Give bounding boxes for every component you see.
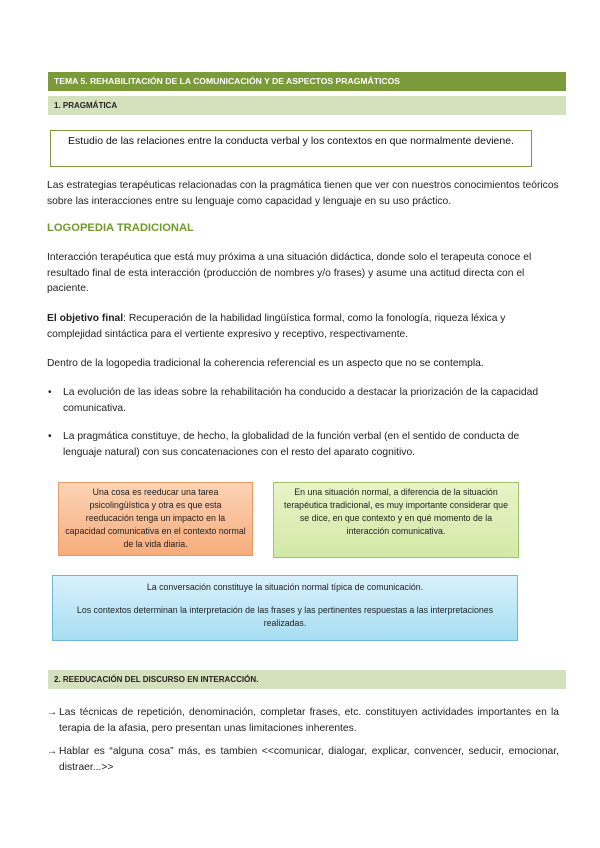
arrow-item-text: Las técnicas de repetición, denominación, completar frases, etc. constituyen actividades importantes en la terapia de la afasia, pero presentan unas limitaciones inherentes. [59, 707, 559, 734]
topic-header: TEMA 5. REHABILITACIÓN DE LA COMUNICACIÓN Y DE ASPECTOS PRAGMÁTICOS [48, 72, 566, 91]
objective-label: El objetivo final [47, 313, 124, 324]
blue-note-box [52, 575, 518, 641]
list-item [47, 705, 559, 736]
logopedia-title: LOGOPEDIA TRADICIONAL [47, 222, 194, 234]
green-note-box: En una situación normal, a diferencia de la situación terapéutica tradicional, es muy importante considerar que se dice, en que contexto y en qué momento de la interacción comunicativa. [273, 482, 519, 558]
blue-note-line-1: La conversación constituye la situación normal típica de comunicación. [146, 582, 424, 592]
objective-paragraph [47, 311, 559, 342]
logopedia-paragraph-3: Dentro de la logopedia tradicional la coherencia referencial es un aspecto que no se contempla. [47, 358, 484, 369]
section-2-header: 2. REEDUCACIÓN DEL DISCURSO EN INTERACCIÓN. [48, 670, 566, 689]
definition-box: Estudio de las relaciones entre la conducta verbal y los contextos en que normalmente deviene. [50, 130, 532, 167]
arrow-right-icon: → [47, 707, 58, 718]
arrow-list [47, 705, 559, 775]
bullet-icon: • [48, 387, 52, 398]
blue-note-line-2: Los contextos determinan la interpretación de las frases y las pertinentes respuestas a las interpretaciones realizadas. [76, 605, 494, 628]
bullet-list [47, 385, 561, 460]
section-1-header: 1. PRAGMÁTICA [48, 96, 566, 115]
list-item [47, 385, 561, 416]
bullet-text: La evolución de las ideas sobre la rehabilitación ha conducido a destacar la priorización de la capacidad comunicativa. [63, 387, 539, 414]
list-item [47, 429, 561, 460]
arrow-item-text: Hablar es “alguna cosa” más, es tambien <<comunicar, dialogar, explicar, convencer, seducir, emocionar, distraer...>> [59, 746, 559, 773]
objective-text: : Recuperación de la habilidad lingüística formal, como la fonología, riqueza léxica y complejidad sintáctica para el vertiente expresivo y receptivo, respectivamente. [47, 313, 506, 340]
intro-paragraph: Las estrategias terapéuticas relacionadas con la pragmática tienen que ver con nuestros conocimientos teóricos sobre las interacciones entre su lenguaje como capacidad y lenguaje en su uso práctico. [47, 180, 559, 207]
arrow-right-icon: → [47, 746, 58, 757]
bullet-text: La pragmática constituye, de hecho, la globalidad de la función verbal (en el sentido de conducta de lenguaje natural) con sus concatenaciones con el resto del aparato cognitivo. [63, 431, 520, 458]
list-item [47, 744, 559, 775]
bullet-icon: • [48, 431, 52, 442]
logopedia-paragraph-1: Interacción terapéutica que está muy próxima a una situación didáctica, donde solo el terapeuta conoce el resultado final de esta interacción (producción de nombres y/o frases) y asume una actitud directa con el paciente. [47, 252, 532, 294]
orange-note-box: Una cosa es reeducar una tarea psicolingüística y otra es que esta reeducación tenga un impacto en la capacidad comunicativa en el contexto normal de la vida diaria. [58, 482, 253, 556]
